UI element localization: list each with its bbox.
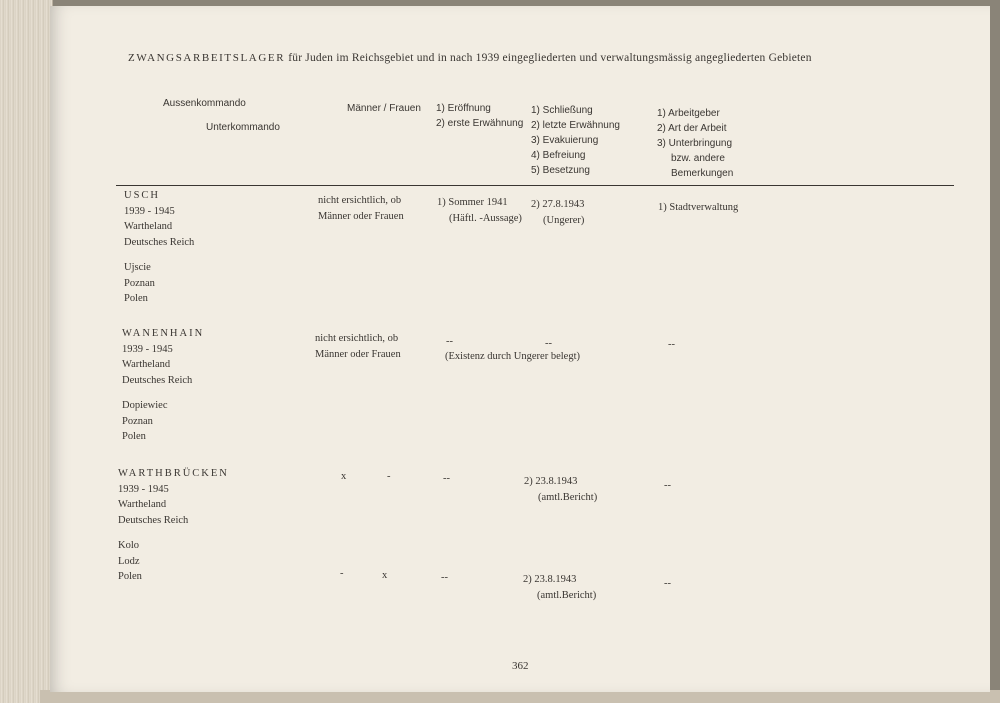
row2-opening: -- [441,572,448,583]
header-col5 [657,106,733,181]
entry-wanenhain-remarks: -- [668,339,675,350]
gender-line: nicht ersichtlich, ob [318,195,402,206]
camp-years: 1939 - 1945 [122,343,173,355]
row1-women: - [387,471,391,482]
header-col3 [436,101,523,131]
local-region: Poznan [124,277,155,289]
local-country: Polen [118,571,142,582]
header-col4-line: 2) letzte Erwähnung [531,120,620,131]
header-col4-line: 1) Schließung [531,105,593,116]
entry-wanenhain-location [122,326,204,445]
entry-usch-location [124,188,194,307]
page-number: 362 [512,660,529,672]
entry-wanenhain-closing: -- [545,338,552,349]
local-country: Polen [124,293,148,304]
entry-usch-remarks: 1) Stadtverwaltung [658,202,739,213]
entry-usch-gender [318,193,404,224]
camp-name: WANENHAIN [122,328,205,339]
header-col3-line: 1) Eröffnung [436,103,491,114]
closing-line: (amtl.Bericht) [537,589,597,601]
header-col5-line: 2) Art der Arbeit [657,123,727,134]
camp-country: Deutsches Reich [124,236,195,248]
camp-region: Wartheland [122,359,171,370]
header-col4-line: 5) Besetzung [531,165,590,176]
entry-usch-closing [531,197,584,228]
camp-years: 1939 - 1945 [124,205,175,217]
gender-line: nicht ersichtlich, ob [315,333,399,344]
header-maenner-frauen: Männer / Frauen [347,103,421,114]
header-col5-line: Bemerkungen [671,168,734,179]
row2-closing [523,572,596,603]
opening-line: 1) Sommer 1941 [437,197,508,208]
header-rule [116,185,954,186]
entry-warthbruecken-location [118,466,229,585]
local-country: Polen [122,431,146,442]
gender-line: Männer oder Frauen [315,348,401,360]
entry-wanenhain-note: (Existenz durch Ungerer belegt) [445,351,580,362]
local-name: Kolo [118,540,139,551]
camp-region: Wartheland [124,221,173,232]
header-col3-line: 2) erste Erwähnung [436,118,524,129]
local-name: Ujscie [124,262,151,273]
local-region: Lodz [118,555,140,567]
row1-opening: -- [443,473,450,484]
camp-name: USCH [124,190,161,201]
local-name: Dopiewiec [122,400,168,411]
camp-region: Wartheland [118,499,167,510]
header-col4-line: 3) Evakuierung [531,135,599,146]
entry-usch-opening [437,195,522,226]
opening-line: (Häftl. -Aussage) [449,212,522,224]
header-unterkommando: Unterkommando [206,122,280,133]
camp-country: Deutsches Reich [122,374,193,386]
row2-men: - [340,568,344,579]
entry-wanenhain-gender [315,331,401,362]
title-caps: ZWANGSARBEITSLAGER [128,52,286,64]
header-aussenkommando: Aussenkommando [163,98,246,109]
closing-line: (amtl.Bericht) [538,491,598,503]
gender-line: Männer oder Frauen [318,210,404,222]
page-title [128,52,812,64]
header-col5-line: bzw. andere [671,153,725,164]
row2-remarks: -- [664,578,671,589]
header-col5-line: 3) Unterbringung [657,138,733,149]
entry-wanenhain-opening: -- [446,336,453,347]
book-page-edges [0,0,53,703]
camp-name: WARTHBRÜCKEN [118,468,229,479]
camp-years: 1939 - 1945 [118,483,169,495]
title-rest: für Juden im Reichsgebiet und in nach 1939 eingegliederten und verwaltungsmässig angegliederten Gebieten [288,52,812,64]
header-col4-line: 4) Befreiung [531,150,586,161]
closing-line: 2) 27.8.1943 [531,199,585,210]
row1-men: x [341,471,347,482]
header-col4 [531,103,620,178]
local-region: Poznan [122,415,153,427]
closing-line: 2) 23.8.1943 [523,574,577,585]
row2-women: x [382,570,388,581]
header-col5-line: 1) Arbeitgeber [657,108,720,119]
row1-remarks: -- [664,480,671,491]
closing-line: (Ungerer) [543,214,585,226]
closing-line: 2) 23.8.1943 [524,476,578,487]
row1-closing [524,474,597,505]
camp-country: Deutsches Reich [118,514,189,526]
